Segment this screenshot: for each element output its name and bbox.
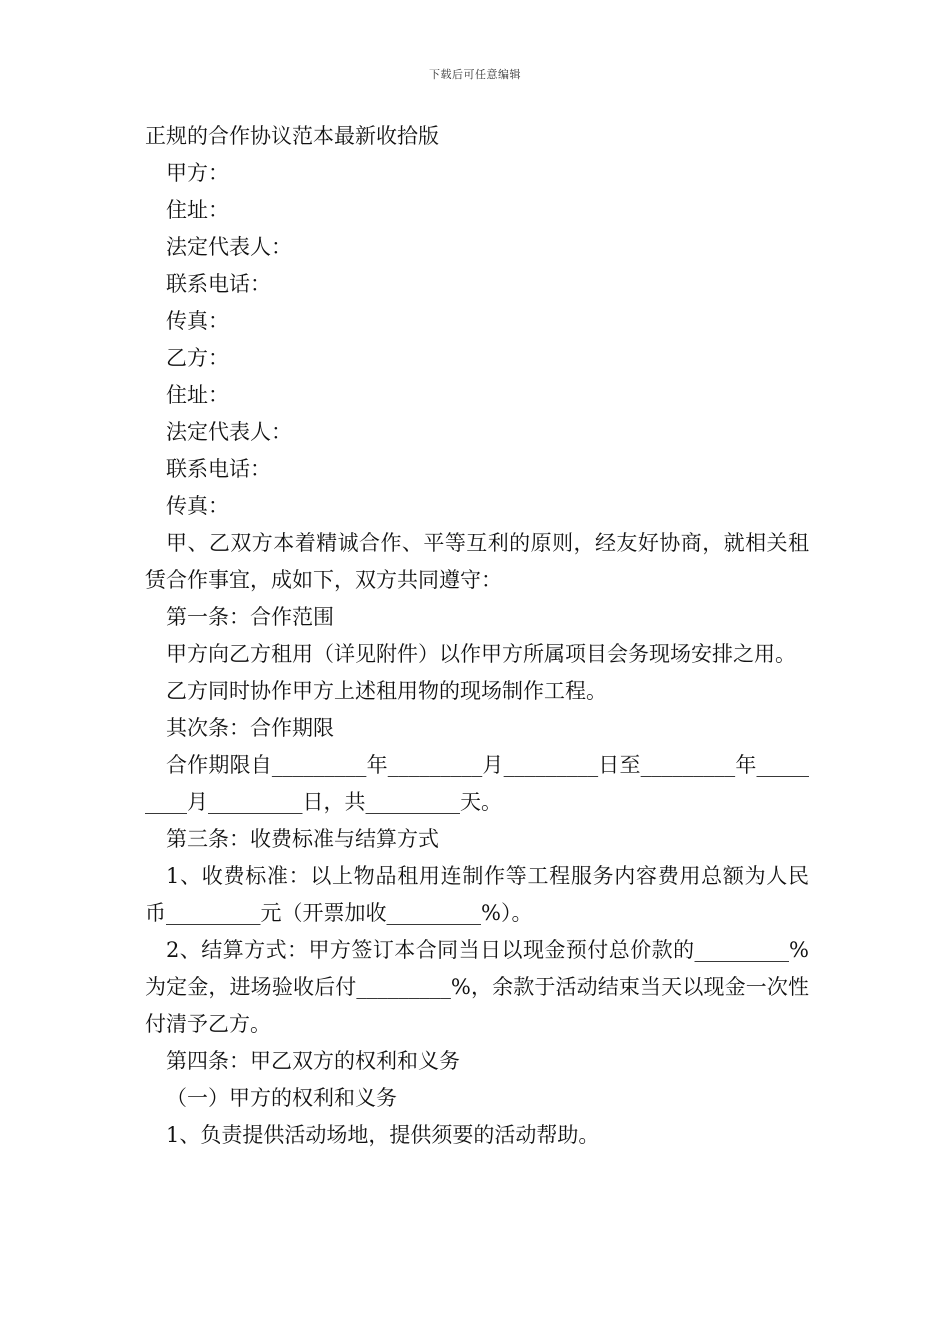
article-4-subheading-1: （一）甲方的权利和义务 — [166, 1086, 397, 1110]
party-a-phone-label: 联系电话： — [166, 272, 271, 296]
party-a-address-label: 住址： — [166, 198, 229, 222]
preamble-paragraph: 甲、乙双方本着精诚合作、平等互利的原则，经友好协商，就相关租赁合作事宜，成如下，双方共同遵守： — [145, 531, 809, 592]
article-1-paragraph-2: 乙方同时协作甲方上述租用物的现场制作工程。 — [166, 679, 607, 703]
party-b-phone-label: 联系电话： — [166, 457, 271, 481]
party-a-name-label: 甲方： — [166, 161, 229, 185]
party-b-legal-rep-label: 法定代表人： — [166, 420, 292, 444]
header-note: 下载后可任意编辑 — [429, 68, 521, 81]
article-3-heading: 第三条：收费标准与结算方式 — [166, 827, 439, 851]
party-a-fax-label: 传真： — [166, 309, 229, 333]
article-4-item-1: 1、负责提供活动场地，提供须要的活动帮助。 — [166, 1123, 600, 1147]
article-2-paragraph-1: 合作期限自_________年_________月_________日至_________年_________月_________日，共_________天。 — [145, 753, 809, 814]
party-b-name-label: 乙方： — [166, 346, 229, 370]
article-3-paragraph-1: 1、收费标准：以上物品租用连制作等工程服务内容费用总额为人民币_________元（开票加收_________%）。 — [145, 864, 809, 925]
document-body — [145, 118, 809, 1154]
party-b-fax-label: 传真： — [166, 494, 229, 518]
party-b-address-label: 住址： — [166, 383, 229, 407]
document-title: 正规的合作协议范本最新收拾版 — [145, 124, 439, 148]
article-4-heading: 第四条：甲乙双方的权利和义务 — [166, 1049, 460, 1073]
article-3-paragraph-2: 2、结算方式：甲方签订本合同当日以现金预付总价款的_________%为定金，进场验收后付_________%，余款于活动结束当天以现金一次性付清予乙方。 — [145, 938, 809, 1036]
article-1-paragraph-1: 甲方向乙方租用（详见附件）以作甲方所属项目会务现场安排之用。 — [166, 642, 796, 666]
article-2-heading: 其次条：合作期限 — [166, 716, 334, 740]
party-a-legal-rep-label: 法定代表人： — [166, 235, 292, 259]
article-1-heading: 第一条：合作范围 — [166, 605, 334, 629]
